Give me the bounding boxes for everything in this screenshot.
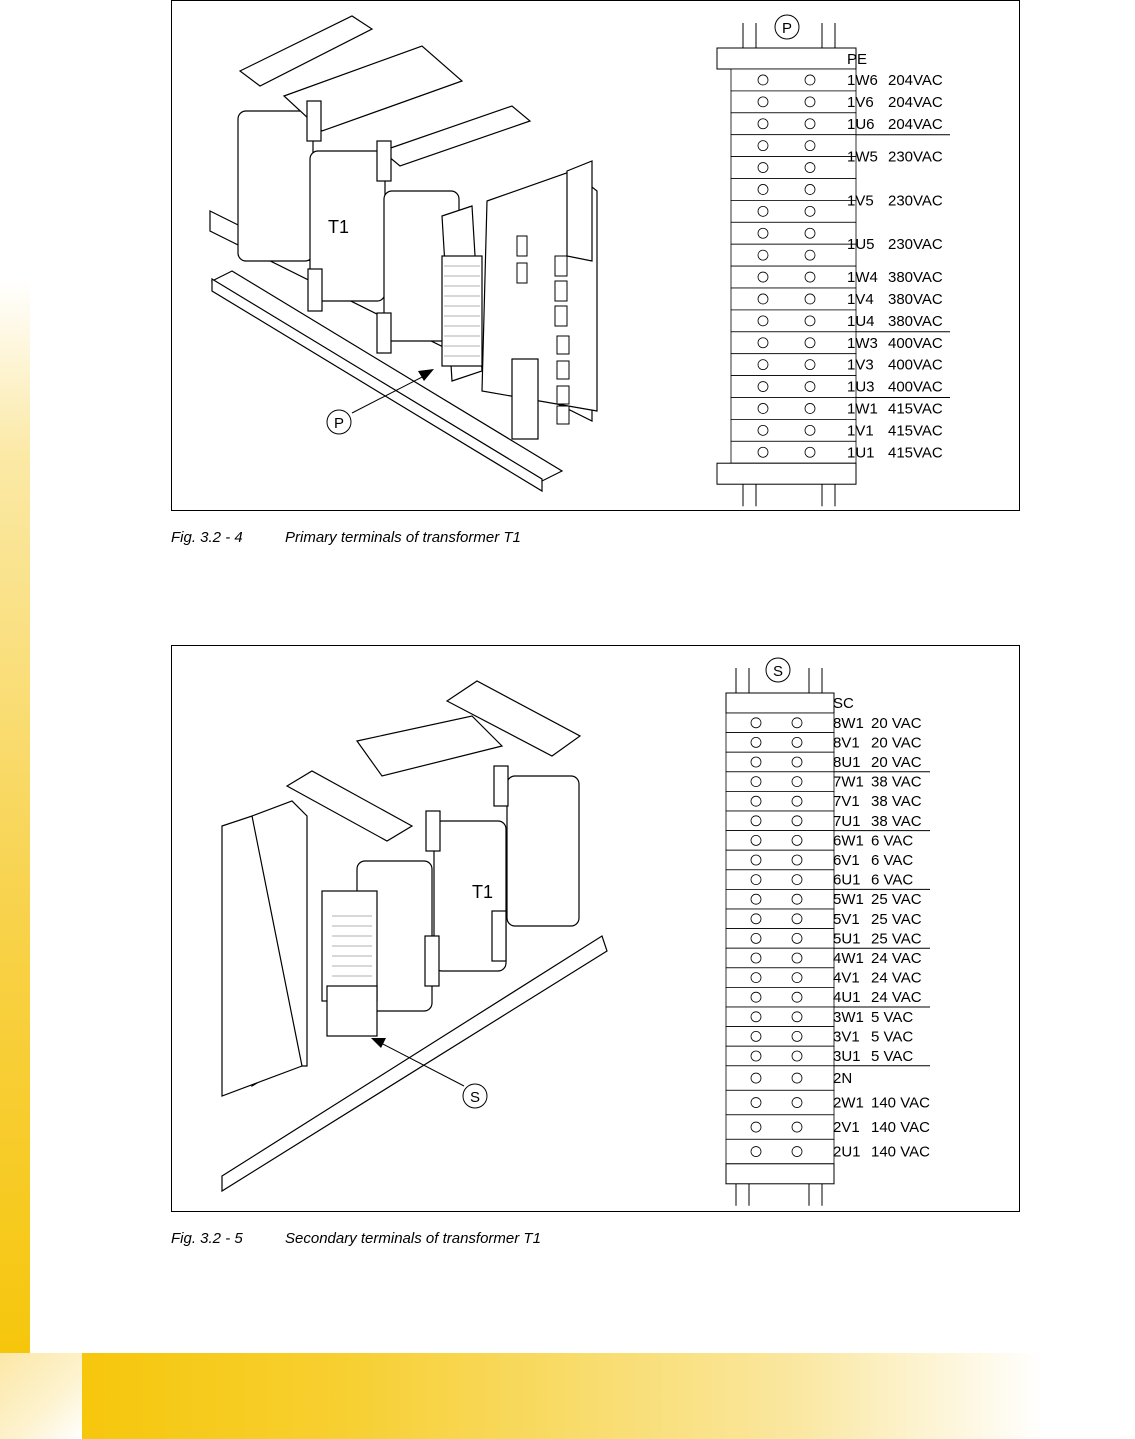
strip-header-label: PE (847, 51, 868, 68)
terminal-voltage: 380VAC (888, 312, 943, 330)
terminal-voltage: 6 VAC (871, 871, 914, 889)
strip-marker-label: S (772, 663, 784, 680)
terminal-cell (731, 310, 856, 332)
terminal-cell (731, 266, 856, 288)
terminal-strip-primary (717, 15, 950, 506)
terminal-cell (726, 870, 834, 890)
terminal-voltage: 20 VAC (871, 754, 922, 771)
transformer-drawing-secondary (172, 646, 1021, 1213)
terminal-voltage: 140 VAC (871, 1143, 930, 1161)
terminal-cell (726, 987, 834, 1007)
terminal-label: 1U1 (847, 444, 875, 462)
terminal-cell (731, 288, 856, 310)
strip-footer-block (726, 1164, 834, 1184)
terminal-cell (726, 831, 834, 851)
terminal-voltage: 20 VAC (871, 734, 922, 752)
terminal-label: 6U1 (833, 871, 861, 889)
terminal-label: 1V4 (847, 290, 874, 308)
terminal-label: 1V3 (847, 356, 874, 374)
terminal-voltage: 38 VAC (871, 773, 922, 791)
terminal-voltage: 6 VAC (871, 852, 914, 869)
figure-primary-terminals (171, 0, 1020, 511)
terminal-cell (726, 909, 834, 929)
strip-marker-label: P (781, 20, 793, 37)
terminal-cell (726, 948, 834, 968)
terminal-label: 5V1 (833, 910, 860, 928)
terminal-voltage: 415VAC (888, 444, 943, 462)
terminal-label: 2U1 (833, 1143, 861, 1161)
terminal-voltage: 25 VAC (871, 930, 922, 948)
terminal-label: 7U1 (833, 812, 861, 830)
strip-footer-block (717, 463, 856, 484)
pointer-label-p: P (333, 415, 345, 432)
footer-band (0, 1353, 1135, 1439)
terminal-cell (726, 1027, 834, 1047)
terminal-cell (731, 244, 856, 266)
terminal-cell (726, 713, 834, 733)
terminal-label: 1V1 (847, 422, 874, 440)
terminal-label: 1U5 (847, 236, 875, 254)
terminal-label: 3W1 (833, 1008, 864, 1026)
terminal-cell (726, 1139, 834, 1164)
terminal-cell (731, 69, 856, 91)
terminal-voltage: 140 VAC (871, 1094, 930, 1112)
terminal-label: 1U3 (847, 378, 875, 396)
terminal-voltage: 24 VAC (871, 989, 922, 1007)
terminal-cell (726, 752, 834, 772)
terminal-voltage: 230VAC (888, 192, 943, 210)
terminal-voltage: 38 VAC (871, 793, 922, 811)
terminal-voltage: 204VAC (888, 93, 943, 111)
terminal-label: 2N (833, 1070, 853, 1088)
terminal-label: 2V1 (833, 1119, 860, 1137)
terminal-voltage: 24 VAC (871, 969, 922, 987)
terminal-voltage: 204VAC (888, 115, 943, 133)
terminal-voltage: 204VAC (888, 71, 943, 89)
terminal-label: 1V5 (847, 192, 874, 210)
side-accent-bar (0, 280, 30, 1439)
terminal-label: 8W1 (833, 714, 864, 732)
terminal-voltage: 25 VAC (871, 891, 922, 909)
terminal-voltage: 5 VAC (871, 1028, 914, 1046)
terminal-cell (726, 929, 834, 949)
terminal-label: 1U4 (847, 312, 875, 330)
terminal-cell (726, 733, 834, 753)
strip-header-label: SC (833, 695, 854, 712)
terminal-label: 4W1 (833, 950, 864, 967)
terminal-cell (726, 1066, 834, 1091)
strip-header-block (717, 48, 856, 69)
terminal-label: 8V1 (833, 734, 860, 752)
terminal-cell (726, 889, 834, 909)
pointer-label-s: S (469, 1089, 481, 1106)
terminal-cell (731, 91, 856, 113)
terminal-cell (731, 332, 856, 354)
terminal-voltage: 230VAC (888, 148, 943, 166)
terminal-strip-secondary (726, 658, 930, 1206)
footer-corner (0, 1353, 82, 1439)
terminal-label: 1V6 (847, 93, 874, 111)
terminal-cell (731, 135, 856, 157)
terminal-voltage: 6 VAC (871, 832, 914, 850)
terminal-label: 3V1 (833, 1028, 860, 1046)
terminal-voltage: 38 VAC (871, 812, 922, 830)
transformer-drawing-primary (172, 1, 1021, 512)
terminal-cell (731, 354, 856, 376)
terminal-voltage: 24 VAC (871, 950, 922, 967)
terminal-label: 1W1 (847, 400, 878, 418)
terminal-label: 4U1 (833, 989, 861, 1007)
terminal-cell (726, 1090, 834, 1115)
terminal-label: 5U1 (833, 930, 861, 948)
terminal-voltage: 5 VAC (871, 1048, 914, 1065)
terminal-voltage: 400VAC (888, 378, 943, 396)
terminal-voltage: 380VAC (888, 269, 943, 287)
terminal-voltage: 25 VAC (871, 910, 922, 928)
strip-header-block (726, 693, 834, 713)
terminal-label: 8U1 (833, 754, 861, 771)
terminal-cell (726, 1007, 834, 1027)
terminal-label: 3U1 (833, 1048, 861, 1065)
terminal-voltage: 415VAC (888, 422, 943, 440)
terminal-cell (726, 791, 834, 811)
terminal-cell (726, 811, 834, 831)
terminal-cell (731, 398, 856, 420)
terminal-cell (726, 968, 834, 988)
terminal-voltage: 230VAC (888, 236, 943, 254)
terminal-label: 1U6 (847, 115, 875, 133)
terminal-cell (726, 850, 834, 870)
terminal-cell (731, 441, 856, 463)
transformer-label: T1 (472, 882, 494, 902)
terminal-cell (731, 179, 856, 201)
terminal-cell (731, 113, 856, 135)
caption-text: Secondary terminals of transformer T1 (285, 1230, 541, 1247)
transformer-label: T1 (328, 217, 350, 237)
caption-number: Fig. 3.2 - 4 (171, 529, 243, 546)
terminal-label: 1W3 (847, 334, 878, 352)
terminal-label: 5W1 (833, 891, 864, 909)
terminal-voltage: 415VAC (888, 400, 943, 418)
terminal-label: 1W6 (847, 71, 878, 89)
caption-text: Primary terminals of transformer T1 (285, 529, 521, 546)
terminal-label: 7W1 (833, 773, 864, 791)
terminal-label: 6W1 (833, 832, 864, 850)
terminal-label: 1W5 (847, 148, 878, 166)
terminal-voltage: 380VAC (888, 290, 943, 308)
terminal-cell (731, 419, 856, 441)
terminal-label: 6V1 (833, 852, 860, 869)
terminal-label: 4V1 (833, 969, 860, 987)
figure-secondary-terminals (171, 645, 1020, 1212)
terminal-cell (731, 222, 856, 244)
caption-number: Fig. 3.2 - 5 (171, 1230, 243, 1247)
terminal-voltage: 5 VAC (871, 1008, 914, 1026)
terminal-cell (731, 157, 856, 179)
terminal-cell (726, 772, 834, 792)
terminal-label: 7V1 (833, 793, 860, 811)
terminal-voltage: 400VAC (888, 356, 943, 374)
terminal-cell (731, 376, 856, 398)
terminal-cell (731, 200, 856, 222)
terminal-cell (726, 1115, 834, 1140)
terminal-voltage: 400VAC (888, 334, 943, 352)
terminal-voltage: 20 VAC (871, 714, 922, 732)
terminal-voltage: 140 VAC (871, 1119, 930, 1137)
terminal-label: 2W1 (833, 1094, 864, 1112)
terminal-label: 1W4 (847, 269, 878, 287)
terminal-cell (726, 1046, 834, 1066)
